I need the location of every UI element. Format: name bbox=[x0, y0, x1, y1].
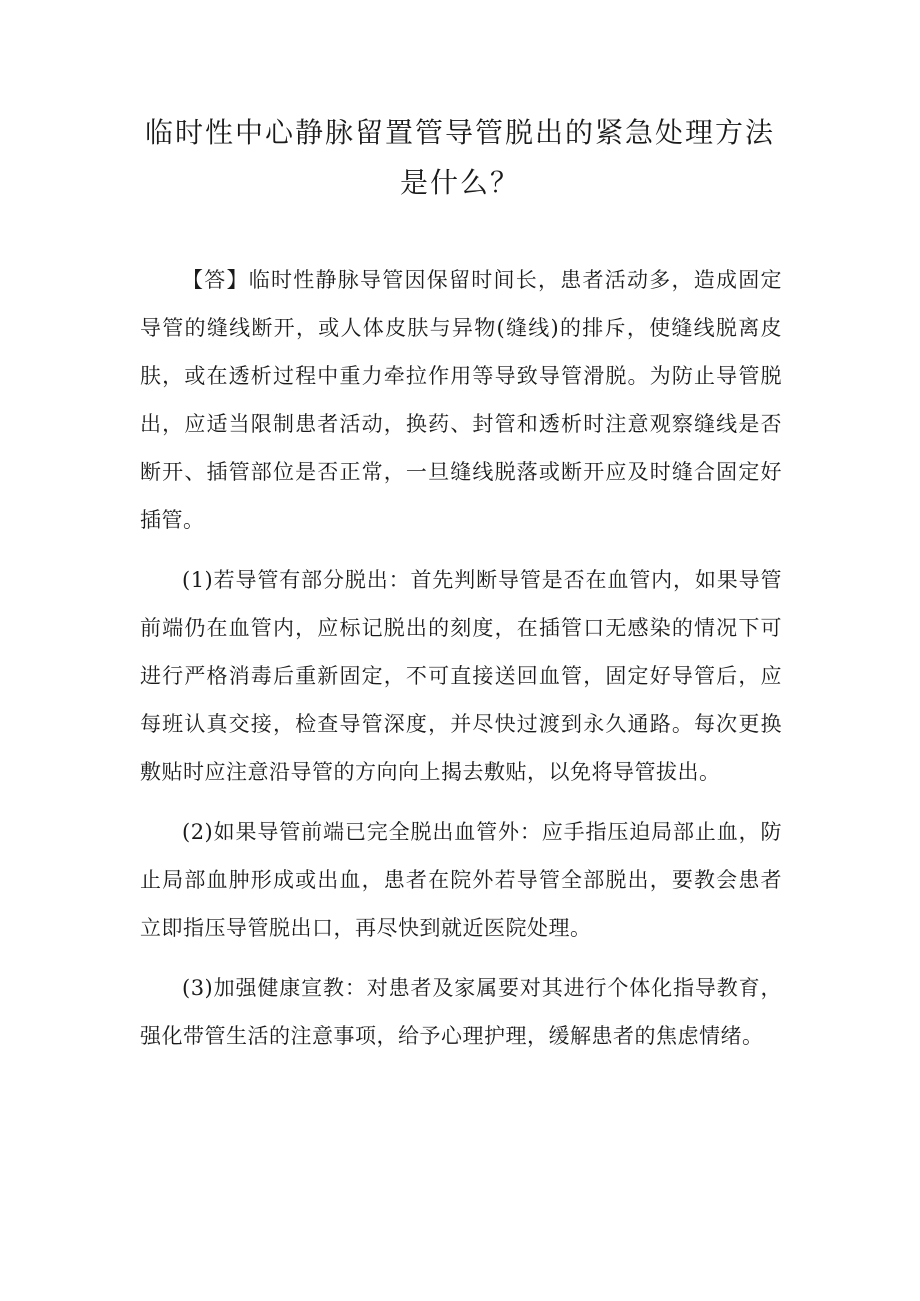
point-3-paragraph: (3)加强健康宣教：对患者及家属要对其进行个体化指导教育，强化带管生活的注意事项，给予心理护理，缓解患者的焦虑情绪。 bbox=[140, 976, 782, 1048]
page-title: 临时性中心静脉留置管导管脱出的紧急处理方法是什么？ bbox=[144, 116, 775, 199]
point-2-paragraph: (2)如果导管前端已完全脱出血管外：应手指压迫局部止血，防止局部血肿形成或出血，患者在院外若导管全部脱出，要教会患者立即指压导管脱出口，再尽快到就近医院处理。 bbox=[140, 820, 782, 940]
answer-paragraph: 【答】临时性静脉导管因保留时间长，患者活动多，造成固定导管的缝线断开，或人体皮肤与异物(缝线)的排斥，使缝线脱离皮肤，或在透析过程中重力牵拉作用等导致导管滑脱。为防止导管脱出，应适当限制患者活动，换药、封管和透析时注意观察缝线是否断开、插管部位是否正常，一旦缝线脱落或断开应及时缝合固定好插管。 bbox=[140, 268, 782, 532]
point-1-paragraph: (1)若导管有部分脱出：首先判断导管是否在血管内，如果导管前端仍在血管内，应标记脱出的刻度，在插管口无感染的情况下可进行严格消毒后重新固定，不可直接送回血管，固定好导管后，应每班认真交接，检查导管深度，并尽快过渡到永久通路。每次更换敷贴时应注意沿导管的方向向上揭去敷贴，以免将导管拔出。 bbox=[140, 568, 782, 784]
document-body bbox=[140, 256, 782, 1072]
